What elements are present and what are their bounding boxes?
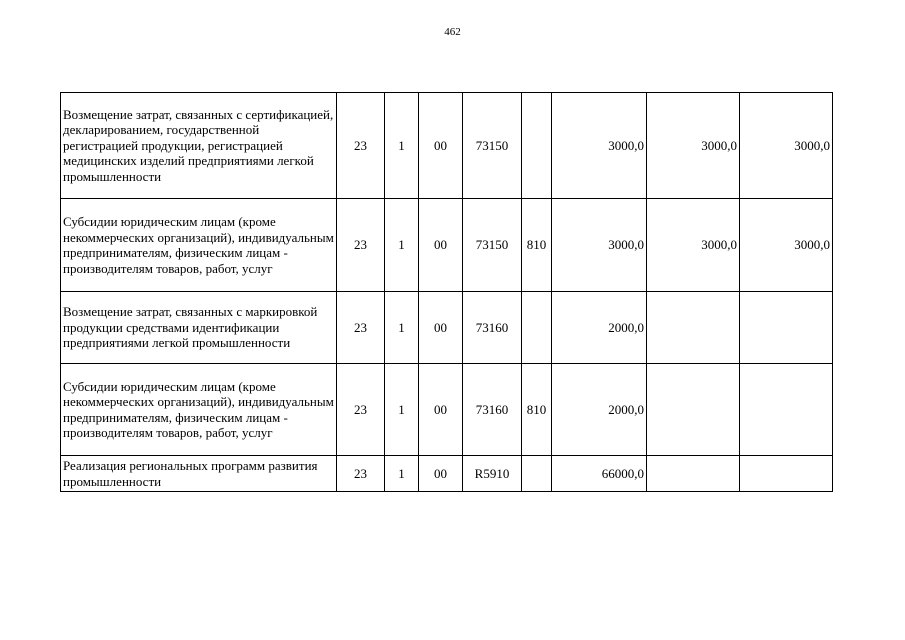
cell-program: 23: [337, 93, 385, 199]
table-row: [61, 456, 833, 492]
cell-direction-code: 73150: [463, 93, 522, 199]
cell-amount-1: 2000,0: [552, 292, 647, 364]
table-row: [61, 364, 833, 456]
cell-program: 23: [337, 364, 385, 456]
cell-program: 23: [337, 199, 385, 292]
cell-amount-1: 66000,0: [552, 456, 647, 492]
cell-main-event: 00: [419, 292, 463, 364]
cell-expense-type: [522, 456, 552, 492]
table-row: [61, 292, 833, 364]
budget-table: [60, 92, 833, 492]
cell-direction-code: 73160: [463, 364, 522, 456]
cell-direction-code: 73150: [463, 199, 522, 292]
row-description: Субсидии юридическим лицам (кроме некоммерческих организаций), индивидуальным предпринимателям, физическим лицам - производителям товаров, работ, услуг: [61, 199, 337, 292]
cell-subprogram: 1: [385, 199, 419, 292]
cell-program: 23: [337, 292, 385, 364]
cell-program: 23: [337, 456, 385, 492]
cell-expense-type: 810: [522, 199, 552, 292]
cell-amount-1: 2000,0: [552, 364, 647, 456]
row-description: Субсидии юридическим лицам (кроме некоммерческих организаций), индивидуальным предпринимателям, физическим лицам - производителям товаров, работ, услуг: [61, 364, 337, 456]
cell-subprogram: 1: [385, 456, 419, 492]
cell-subprogram: 1: [385, 93, 419, 199]
cell-amount-3: [740, 292, 833, 364]
cell-subprogram: 1: [385, 364, 419, 456]
cell-main-event: 00: [419, 364, 463, 456]
cell-amount-2: 3000,0: [647, 199, 740, 292]
cell-amount-3: [740, 456, 833, 492]
row-description: Возмещение затрат, связанных с маркировкой продукции средствами идентификации предприятиями легкой промышленности: [61, 292, 337, 364]
row-description: Возмещение затрат, связанных с сертификацией, декларированием, государственной регистрацией продукции, регистрацией медицинских изделий предприятиями легкой промышленности: [61, 93, 337, 199]
cell-main-event: 00: [419, 456, 463, 492]
cell-amount-2: [647, 456, 740, 492]
page-number: 462: [444, 26, 461, 38]
cell-amount-3: [740, 364, 833, 456]
cell-amount-2: 3000,0: [647, 93, 740, 199]
cell-amount-3: 3000,0: [740, 93, 833, 199]
cell-amount-2: [647, 364, 740, 456]
cell-main-event: 00: [419, 93, 463, 199]
cell-expense-type: [522, 292, 552, 364]
cell-subprogram: 1: [385, 292, 419, 364]
row-description: Реализация региональных программ развития промышленности: [61, 456, 337, 492]
cell-amount-1: 3000,0: [552, 93, 647, 199]
cell-expense-type: 810: [522, 364, 552, 456]
cell-amount-2: [647, 292, 740, 364]
cell-amount-1: 3000,0: [552, 199, 647, 292]
cell-expense-type: [522, 93, 552, 199]
cell-direction-code: 73160: [463, 292, 522, 364]
table-row: [61, 199, 833, 292]
cell-main-event: 00: [419, 199, 463, 292]
table-row: [61, 93, 833, 199]
cell-direction-code: R5910: [463, 456, 522, 492]
cell-amount-3: 3000,0: [740, 199, 833, 292]
